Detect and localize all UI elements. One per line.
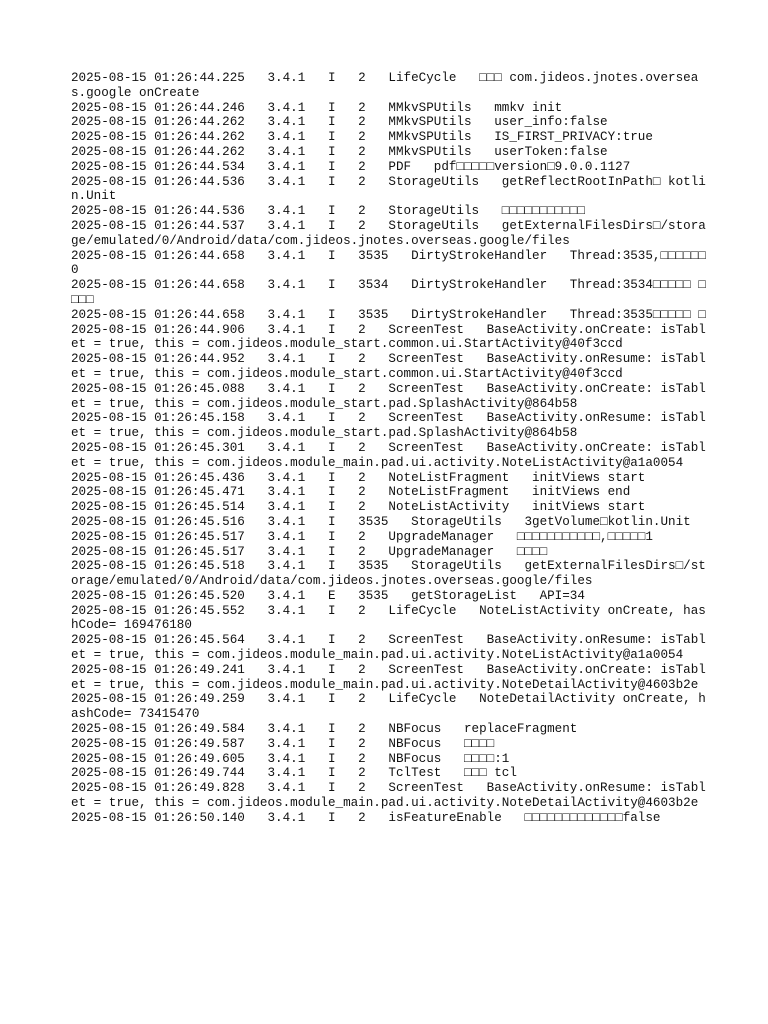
log-line: 2025-08-15 01:26:44.952 3.4.1 I 2 ScreenTest BaseActivity.onResume: isTablet = true, this = com.jideos.module_start.common.ui.StartActivity@40f3ccd (71, 352, 706, 381)
log-line: 2025-08-15 01:26:44.262 3.4.1 I 2 MMkvSPUtils userToken:false (71, 144, 608, 159)
log-line: 2025-08-15 01:26:45.471 3.4.1 I 2 NoteListFragment initViews end (71, 485, 631, 500)
log-line: 2025-08-15 01:26:44.246 3.4.1 I 2 MMkvSPUtils mmkv init (71, 100, 563, 115)
log-line: 2025-08-15 01:26:44.536 3.4.1 I 2 StorageUtils getReflectRootInPath□ kotlin.Unit (71, 174, 706, 204)
log-line: 2025-08-15 01:26:49.584 3.4.1 I 2 NBFocus replaceFragment (71, 722, 578, 737)
log-line: 2025-08-15 01:26:45.516 3.4.1 I 3535 StorageUtils 3getVolume□kotlin.Unit (71, 514, 691, 529)
log-line: 2025-08-15 01:26:49.744 3.4.1 I 2 TclTest □□□ tcl (71, 766, 517, 781)
log-line: 2025-08-15 01:26:44.534 3.4.1 I 2 PDF pdf□□□□□version□9.0.0.1127 (71, 159, 631, 174)
log-line: 2025-08-15 01:26:45.518 3.4.1 I 3535 StorageUtils getExternalFilesDirs□/storage/emulated/0/Android/data/com.jideos.jnotes.overseas.google/files (71, 559, 706, 589)
log-line: 2025-08-15 01:26:45.301 3.4.1 I 2 ScreenTest BaseActivity.onCreate: isTablet = true, this = com.jideos.module_main.pad.ui.activity.NoteListActivity@a1a0054 (71, 440, 706, 470)
log-line: 2025-08-15 01:26:44.262 3.4.1 I 2 MMkvSPUtils user_info:false (71, 115, 608, 130)
log-line: 2025-08-15 01:26:45.436 3.4.1 I 2 NoteListFragment initViews start (71, 470, 646, 485)
log-line: 2025-08-15 01:26:45.088 3.4.1 I 2 ScreenTest BaseActivity.onCreate: isTablet = true, this = com.jideos.module_start.pad.SplashActivity@864b58 (71, 381, 706, 411)
log-line: 2025-08-15 01:26:44.537 3.4.1 I 2 StorageUtils getExternalFilesDirs□/storage/emulated/0/Android/data/com.jideos.jnotes.overseas.google/files (71, 218, 706, 248)
log-line: 2025-08-15 01:26:50.140 3.4.1 I 2 isFeatureEnable □□□□□□□□□□□□□false (71, 810, 661, 825)
log-line: 2025-08-15 01:26:45.552 3.4.1 I 2 LifeCycle NoteListActivity onCreate, hashCode= 169476180 (71, 603, 706, 633)
log-line: 2025-08-15 01:26:44.658 3.4.1 I 3534 DirtyStrokeHandler Thread:3534□□□□□ □□□□ (71, 278, 706, 307)
log-line: 2025-08-15 01:26:45.520 3.4.1 E 3535 getStorageList API=34 (71, 588, 585, 603)
log-line: 2025-08-15 01:26:44.906 3.4.1 I 2 ScreenTest BaseActivity.onCreate: isTablet = true, this = com.jideos.module_start.common.ui.StartActivity@40f3ccd (71, 322, 706, 352)
log-line: 2025-08-15 01:26:45.517 3.4.1 I 2 UpgradeManager □□□□ (71, 544, 548, 559)
log-line: 2025-08-15 01:26:45.517 3.4.1 I 2 UpgradeManager □□□□□□□□□□□,□□□□□1 (71, 529, 653, 544)
log-line: 2025-08-15 01:26:49.605 3.4.1 I 2 NBFocus □□□□:1 (71, 751, 510, 766)
log-line: 2025-08-15 01:26:44.225 3.4.1 I 2 LifeCycle □□□ com.jideos.jnotes.overseas.google onCreate (71, 71, 699, 100)
log-line: 2025-08-15 01:26:49.587 3.4.1 I 2 NBFocus □□□□ (71, 736, 495, 751)
log-line: 2025-08-15 01:26:49.828 3.4.1 I 2 ScreenTest BaseActivity.onResume: isTablet = true, this = com.jideos.module_main.pad.ui.activity.NoteDetailActivity@4603b2e (71, 781, 706, 811)
log-line: 2025-08-15 01:26:45.158 3.4.1 I 2 ScreenTest BaseActivity.onResume: isTablet = true, this = com.jideos.module_start.pad.SplashActivity@864b58 (71, 411, 706, 441)
log-line: 2025-08-15 01:26:45.564 3.4.1 I 2 ScreenTest BaseActivity.onResume: isTablet = true, this = com.jideos.module_main.pad.ui.activity.NoteListActivity@a1a0054 (71, 633, 706, 663)
log-output (71, 71, 711, 826)
log-line: 2025-08-15 01:26:49.259 3.4.1 I 2 LifeCycle NoteDetailActivity onCreate, hashCode= 73415470 (71, 692, 706, 722)
log-line: 2025-08-15 01:26:44.262 3.4.1 I 2 MMkvSPUtils IS_FIRST_PRIVACY:true (71, 130, 653, 145)
log-line: 2025-08-15 01:26:44.536 3.4.1 I 2 StorageUtils □□□□□□□□□□□ (71, 204, 585, 219)
log-line: 2025-08-15 01:26:44.658 3.4.1 I 3535 DirtyStrokeHandler Thread:3535,□□□□□□0 (71, 248, 706, 278)
log-line: 2025-08-15 01:26:45.514 3.4.1 I 2 NoteListActivity initViews start (71, 500, 646, 515)
log-line: 2025-08-15 01:26:49.241 3.4.1 I 2 ScreenTest BaseActivity.onCreate: isTablet = true, this = com.jideos.module_main.pad.ui.activity.NoteDetailActivity@4603b2e (71, 662, 706, 692)
log-line: 2025-08-15 01:26:44.658 3.4.1 I 3535 DirtyStrokeHandler Thread:3535□□□□□ □ (71, 307, 706, 322)
